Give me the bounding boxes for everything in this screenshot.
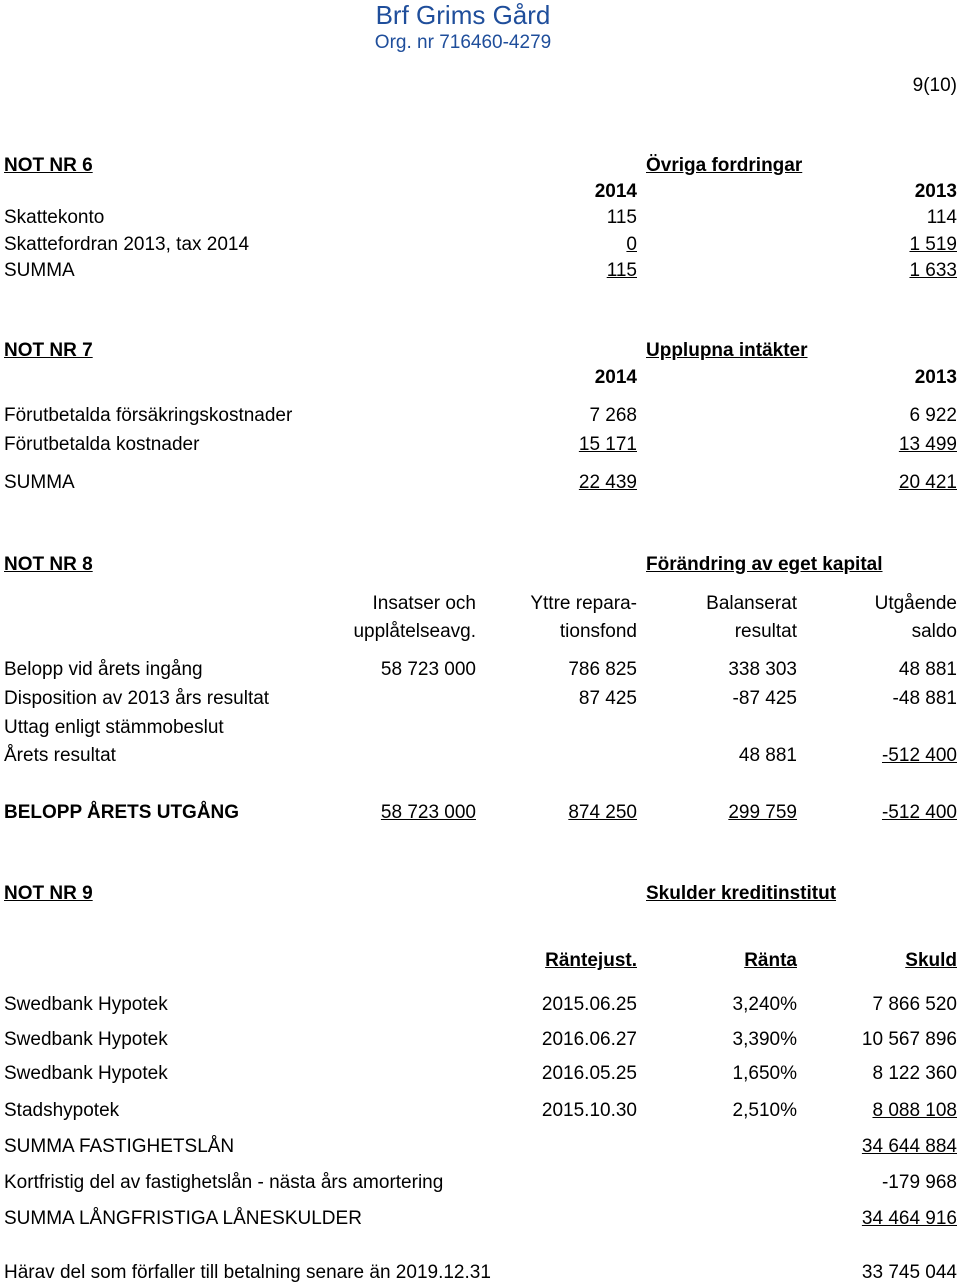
loan-rate: 3,390% <box>732 1029 797 1050</box>
note6-row-2013: 114 <box>926 207 957 228</box>
note7-heading: NOT NR 7 <box>4 340 93 361</box>
note6-row-label: Skattekonto <box>4 207 105 228</box>
loan-date: 2015.06.25 <box>541 994 637 1015</box>
summa-fastighetslan-value: 34 644 884 <box>861 1136 957 1157</box>
note8-total-c2: 874 250 <box>568 802 637 823</box>
note7-col-2014: 2014 <box>594 367 637 388</box>
loan-debt: 10 567 896 <box>861 1029 957 1050</box>
note6-row-2014: 115 <box>606 207 637 228</box>
loan-label: Swedbank Hypotek <box>4 1063 168 1084</box>
loan-label: Swedbank Hypotek <box>4 994 168 1015</box>
loan-rate: 2,510% <box>732 1100 797 1121</box>
loan-debt: 7 866 520 <box>872 994 957 1015</box>
note7-row-label: Förutbetalda försäkringskostnader <box>4 405 293 426</box>
note8-title: Förändring av eget kapital <box>646 554 883 575</box>
note7-summa-label: SUMMA <box>4 472 75 493</box>
note9-heading: NOT NR 9 <box>4 883 93 904</box>
note7-row-2014: 15 171 <box>578 434 637 455</box>
note8-total-c3: 299 759 <box>728 802 797 823</box>
summa-fastighetslan-label: SUMMA FASTIGHETSLÅN <box>4 1136 235 1157</box>
note7-summa-2013: 20 421 <box>898 472 957 493</box>
note6-row-2014: 0 <box>626 234 637 255</box>
note7-summa-2014: 22 439 <box>578 472 637 493</box>
note9-col-skuld: Skuld <box>905 950 957 971</box>
note8-total-c1: 58 723 000 <box>380 802 476 823</box>
note6-col-2014: 2014 <box>594 181 637 202</box>
note8-total-c4: -512 400 <box>881 802 957 823</box>
summa-langfristiga-label: SUMMA LÅNGFRISTIGA LÅNESKULDER <box>4 1208 362 1229</box>
note8-col3-header: resultat <box>734 621 797 642</box>
loan-date: 2015.10.30 <box>541 1100 637 1121</box>
note6-summa-label: SUMMA <box>4 260 75 281</box>
note8-row-c3: -87 425 <box>732 688 797 709</box>
note6-title: Övriga fordringar <box>646 155 803 176</box>
note8-row-c4: -48 881 <box>892 688 957 709</box>
note8-row-c2: 786 825 <box>568 659 637 680</box>
note7-col-2013: 2013 <box>914 367 957 388</box>
note8-row-c4: 48 881 <box>898 659 957 680</box>
harav-value: 33 745 044 <box>861 1262 957 1283</box>
note7-title: Upplupna intäkter <box>646 340 808 361</box>
org-number: Org. nr 716460-4279 <box>374 32 552 53</box>
kortfristig-label: Kortfristig del av fastighetslån - nästa års amortering <box>4 1172 444 1193</box>
note8-row-label: Årets resultat <box>4 745 116 766</box>
note6-summa-2013: 1 633 <box>909 260 957 281</box>
kortfristig-value: -179 968 <box>881 1172 957 1193</box>
note8-row-c3: 338 303 <box>728 659 797 680</box>
note8-col3-header: Balanserat <box>706 593 797 614</box>
note8-row-c1: 58 723 000 <box>380 659 476 680</box>
loan-date: 2016.05.25 <box>541 1063 637 1084</box>
harav-label: Härav del som förfaller till betalning senare än 2019.12.31 <box>4 1262 491 1283</box>
loan-rate: 1,650% <box>732 1063 797 1084</box>
note8-row-c2: 87 425 <box>578 688 637 709</box>
summa-langfristiga-value: 34 464 916 <box>861 1208 957 1229</box>
note8-col1-header: Insatser och <box>372 593 476 614</box>
loan-rate: 3,240% <box>732 994 797 1015</box>
note6-row-label: Skattefordran 2013, tax 2014 <box>4 234 250 255</box>
loan-debt: 8 088 108 <box>872 1100 957 1121</box>
note6-heading: NOT NR 6 <box>4 155 93 176</box>
note9-col-ranta: Ränta <box>744 950 797 971</box>
note6-summa-2014: 115 <box>606 260 637 281</box>
note8-col1-header: upplåtelseavg. <box>353 621 476 642</box>
note7-row-2013: 13 499 <box>898 434 957 455</box>
loan-date: 2016.06.27 <box>541 1029 637 1050</box>
note8-col4-header: saldo <box>911 621 957 642</box>
note7-row-2013: 6 922 <box>909 405 957 426</box>
note6-row-2013: 1 519 <box>909 234 957 255</box>
note8-col4-header: Utgående <box>874 593 957 614</box>
note8-row-label: Belopp vid årets ingång <box>4 659 203 680</box>
note9-title: Skulder kreditinstitut <box>646 883 837 904</box>
note9-col-rantejust: Räntejust. <box>545 950 637 971</box>
note8-row-c3: 48 881 <box>738 745 797 766</box>
note8-row-label: Disposition av 2013 års resultat <box>4 688 270 709</box>
note7-row-label: Förutbetalda kostnader <box>4 434 200 455</box>
note8-col2-header: Yttre repara- <box>530 593 637 614</box>
note8-col2-header: tionsfond <box>559 621 637 642</box>
note8-row-c4: -512 400 <box>881 745 957 766</box>
loan-label: Stadshypotek <box>4 1100 120 1121</box>
page-number: 9(10) <box>912 75 957 96</box>
note8-row-label: Uttag enligt stämmobeslut <box>4 717 224 738</box>
note7-row-2014: 7 268 <box>589 405 637 426</box>
note6-col-2013: 2013 <box>914 181 957 202</box>
loan-label: Swedbank Hypotek <box>4 1029 168 1050</box>
note8-heading: NOT NR 8 <box>4 554 93 575</box>
company-name: Brf Grims Gård <box>375 0 551 30</box>
note8-total-label: BELOPP ÅRETS UTGÅNG <box>4 802 240 823</box>
loan-debt: 8 122 360 <box>872 1063 957 1084</box>
